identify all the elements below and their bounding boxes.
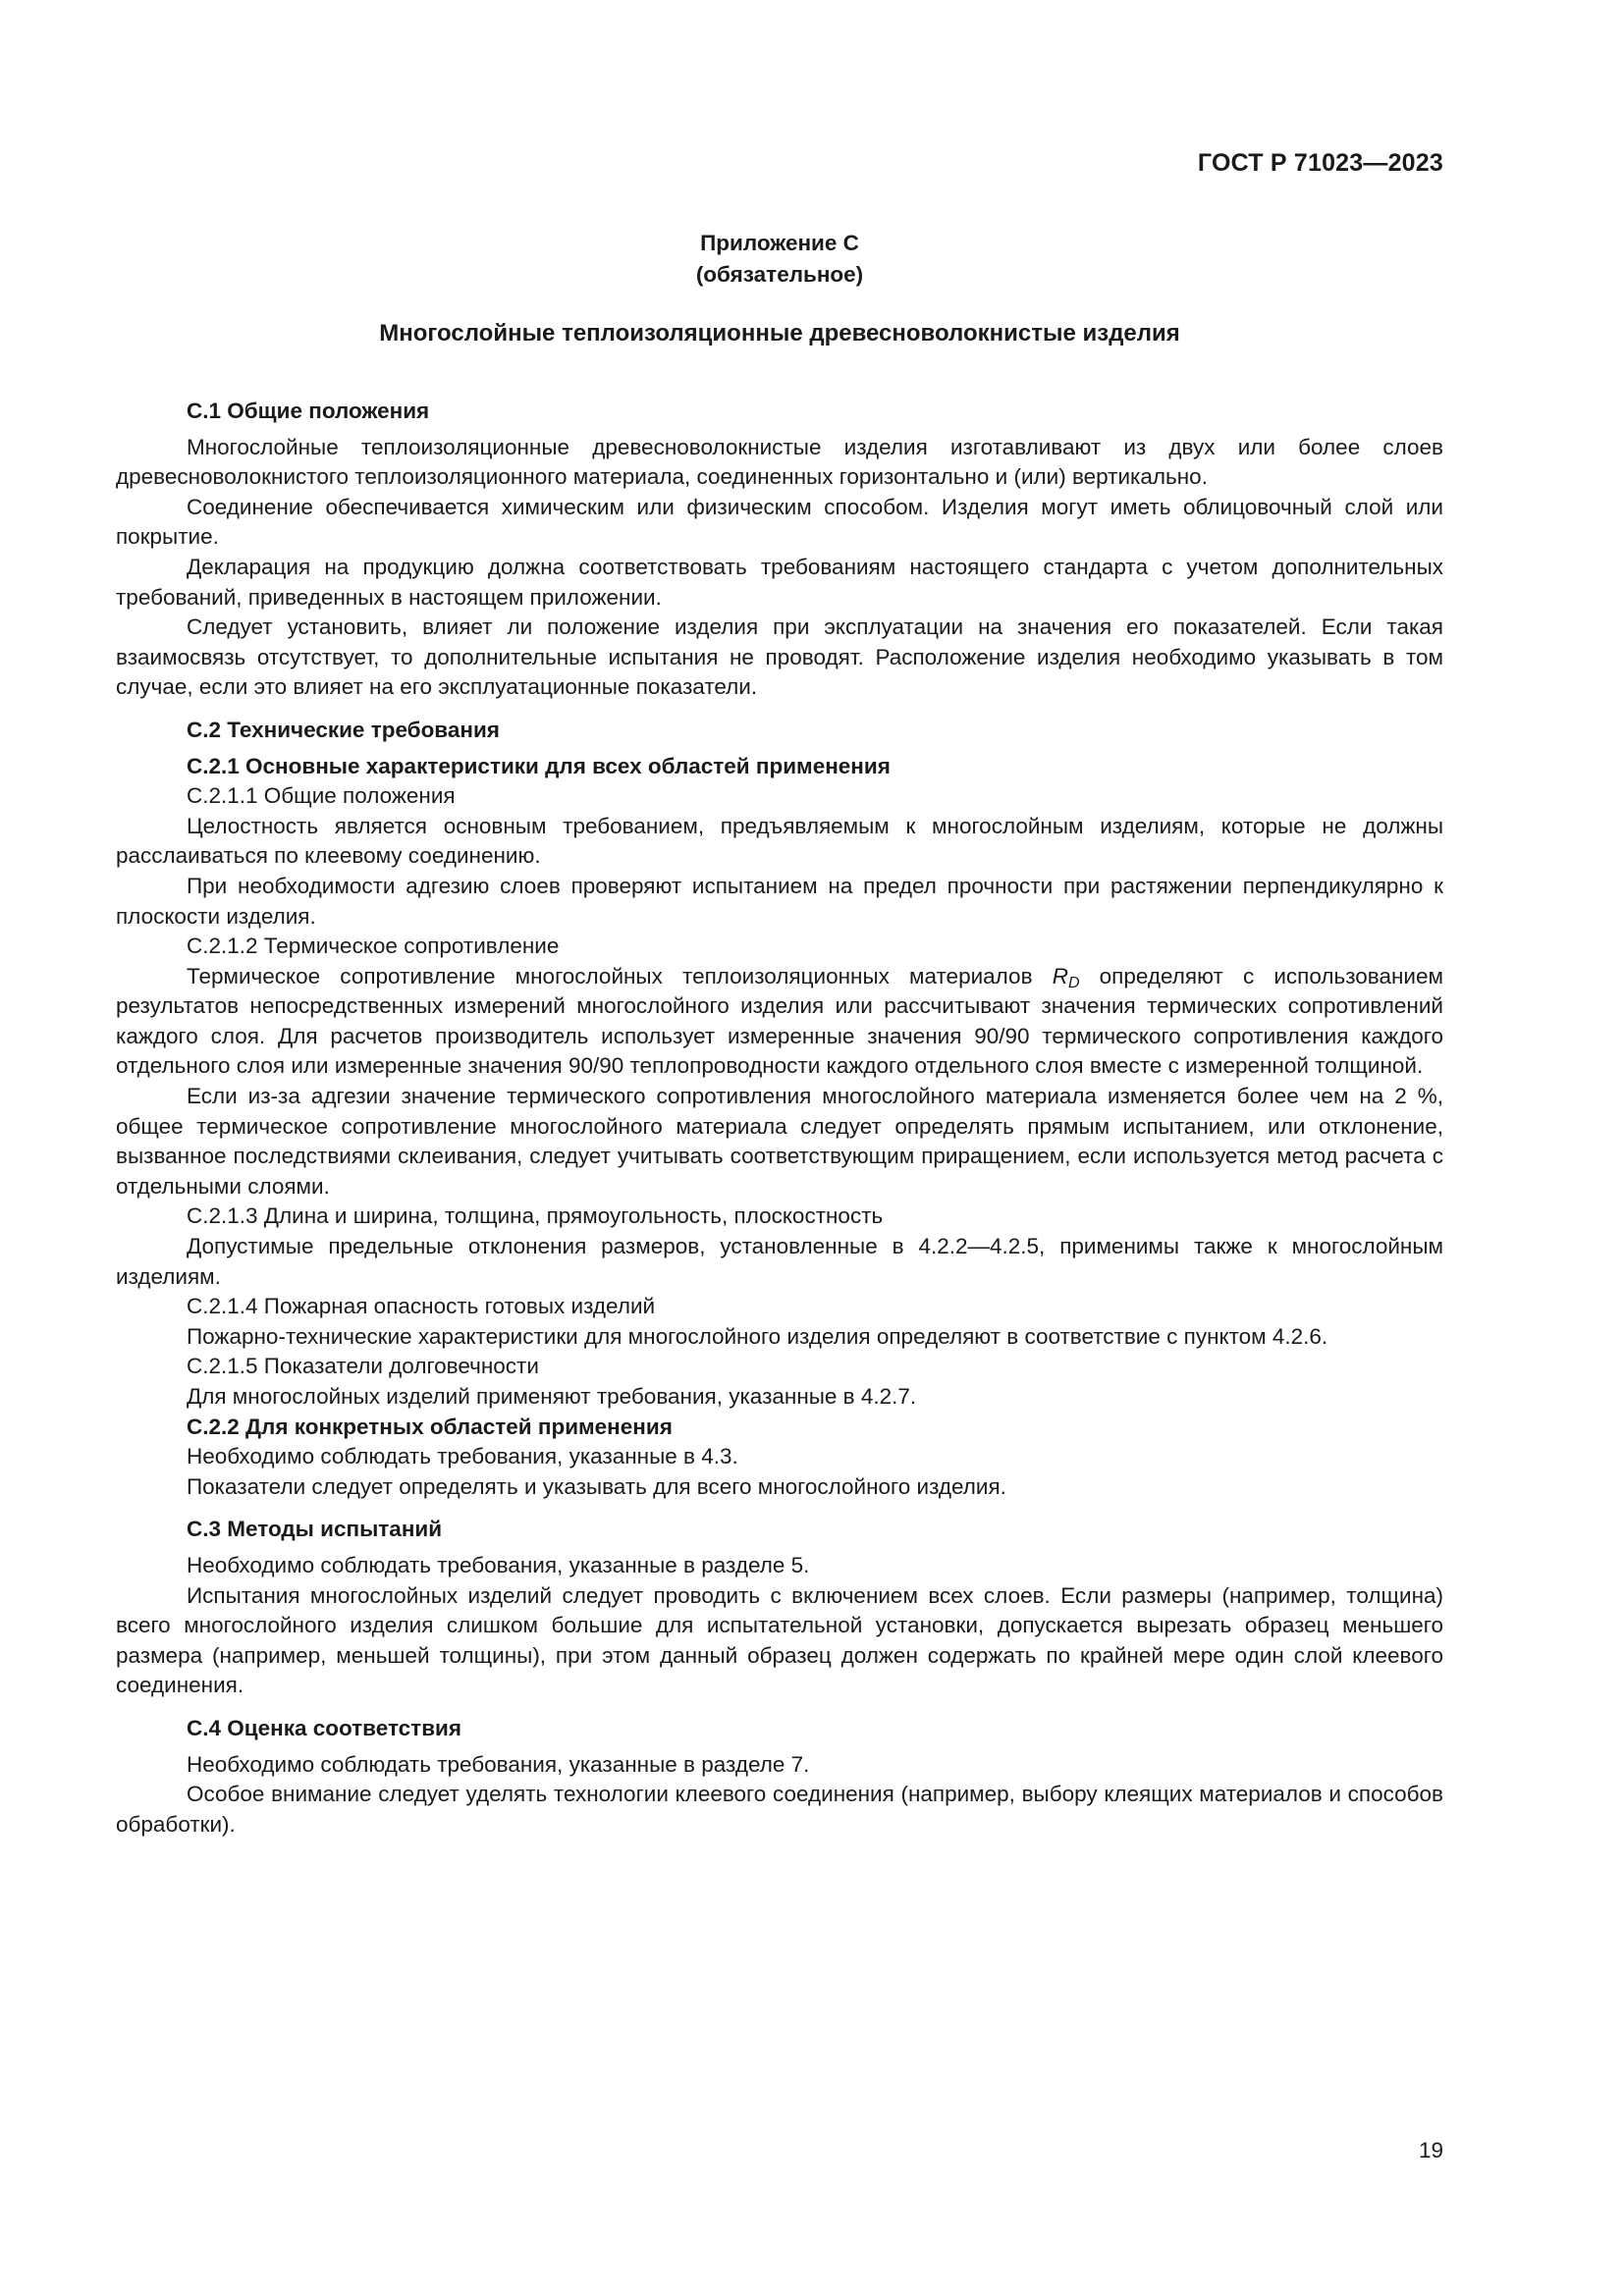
paragraph: Соединение обеспечивается химическим или физическим способом. Изделия могут иметь облицовочный слой или покрытие. — [116, 494, 1443, 550]
section-heading-c2: С.2 Технические требования — [187, 717, 500, 742]
subsection-heading-c21: С.2.1 Основные характеристики для всех областей применения — [187, 753, 891, 778]
appendix-label: Приложение С — [700, 231, 859, 255]
paragraph: Необходимо соблюдать требования, указанные в разделе 5. — [187, 1552, 810, 1577]
clause-title-c213: С.2.1.3 Длина и ширина, толщина, прямоугольность, плоскостность — [187, 1203, 884, 1229]
paragraph: Для многослойных изделий применяют требования, указанные в 4.2.7. — [187, 1384, 917, 1409]
text-fragment: определяют с использованием результатов непосредственных измерений многослойного изделия или рассчитывают значения термических сопротивлений каждого слоя. Для расчетов производитель использует измеренные значения 90/90 термического сопротивления каждого отдельного слоя или измеренные значения 90/90 теплопроводности каждого отдельного слоя вместе с измеренной толщиной. — [116, 963, 1443, 1079]
paragraph-thermal-resistance — [116, 962, 1443, 1082]
paragraph: Особое внимание следует уделять технологии клеевого соединения (например, выбору клеящих материалов и способов обработки). — [116, 1782, 1443, 1837]
paragraph: Пожарно-технические характеристики для многослойного изделия определяют в соответствие с пунктом 4.2.6. — [187, 1323, 1328, 1349]
paragraph: Необходимо соблюдать требования, указанные в 4.3. — [187, 1444, 738, 1469]
rd-symbol-subscript: D — [1067, 974, 1080, 991]
appendix-body — [116, 397, 1443, 1840]
clause-title-c215: С.2.1.5 Показатели долговечности — [187, 1354, 539, 1379]
clause-title-c214: С.2.1.4 Пожарная опасность готовых изделий — [187, 1294, 656, 1319]
subsection-heading-c22: С.2.2 Для конкретных областей применения — [187, 1414, 673, 1439]
rd-symbol — [1052, 963, 1080, 991]
rd-symbol-letter: R — [1052, 963, 1068, 988]
appendix-title: Многослойные теплоизоляционные древесноволокнистые изделия — [379, 320, 1180, 347]
paragraph: Если из-за адгезии значение термического сопротивления многослойного материала изменяется более чем на 2 %, общее термическое сопротивление многослойного материала следует определять прямым испытанием, или отклонение, вызванное последствиями склеивания, следует учитывать соответствующим приращением, если используется метод расчета с отдельными слоями. — [116, 1084, 1443, 1199]
page-number: 19 — [1418, 2138, 1443, 2163]
paragraph: При необходимости адгезию слоев проверяют испытанием на предел прочности при растяжении перпендикулярно к плоскости изделия. — [116, 873, 1443, 929]
document-page — [116, 0, 1443, 2296]
paragraph: Целостность является основным требованием, предъявляемым к многослойным изделиям, которые не должны расслаиваться по клеевому соединению. — [116, 813, 1443, 869]
paragraph: Декларация на продукцию должна соответствовать требованиям настоящего стандарта с учетом дополнительных требований, приведенных в настоящем приложении. — [116, 554, 1443, 610]
paragraph: Необходимо соблюдать требования, указанные в разделе 7. — [187, 1751, 810, 1777]
section-heading-c3: С.3 Методы испытаний — [187, 1517, 443, 1542]
clause-title-c211: С.2.1.1 Общие положения — [187, 783, 456, 809]
paragraph: Многослойные теплоизоляционные древесноволокнистые изделия изготавливают из двух или более слоев древесноволокнистого теплоизоляционного материала, соединенных горизонтально и (или) вертикально. — [116, 434, 1443, 490]
paragraph: Допустимые предельные отклонения размеров, установленные в 4.2.2—4.2.5, применимы также к многослойным изделиям. — [116, 1234, 1443, 1289]
paragraph: Показатели следует определять и указывать для всего многослойного изделия. — [187, 1473, 1006, 1499]
text-fragment: Термическое сопротивление многослойных теплоизоляционных материалов — [187, 963, 1053, 988]
section-heading-c1: С.1 Общие положения — [187, 399, 430, 423]
paragraph: Испытания многослойных изделий следует проводить с включением всех слоев. Если размеры (например, толщина) всего многослойного изделия слишком большие для испытательной установки, допускается вырезать образец меньшего размера (например, меньшей толщины), при этом данный образец должен содержать по крайней мере один слой клеевого соединения. — [116, 1582, 1443, 1698]
appendix-status: (обязательное) — [695, 262, 864, 287]
clause-title-c212: С.2.1.2 Термическое сопротивление — [187, 934, 560, 959]
paragraph: Следует установить, влияет ли положение изделия при эксплуатации на значения его показателей. Если такая взаимосвязь отсутствует, то дополнительные испытания не проводят. Расположение изделия необходимо указывать в том случае, если это влияет на его эксплуатационные показатели. — [116, 614, 1443, 700]
appendix-heading — [116, 228, 1443, 291]
standard-code: ГОСТ Р 71023—2023 — [1197, 149, 1443, 177]
section-heading-c4: С.4 Оценка соответствия — [187, 1715, 461, 1740]
